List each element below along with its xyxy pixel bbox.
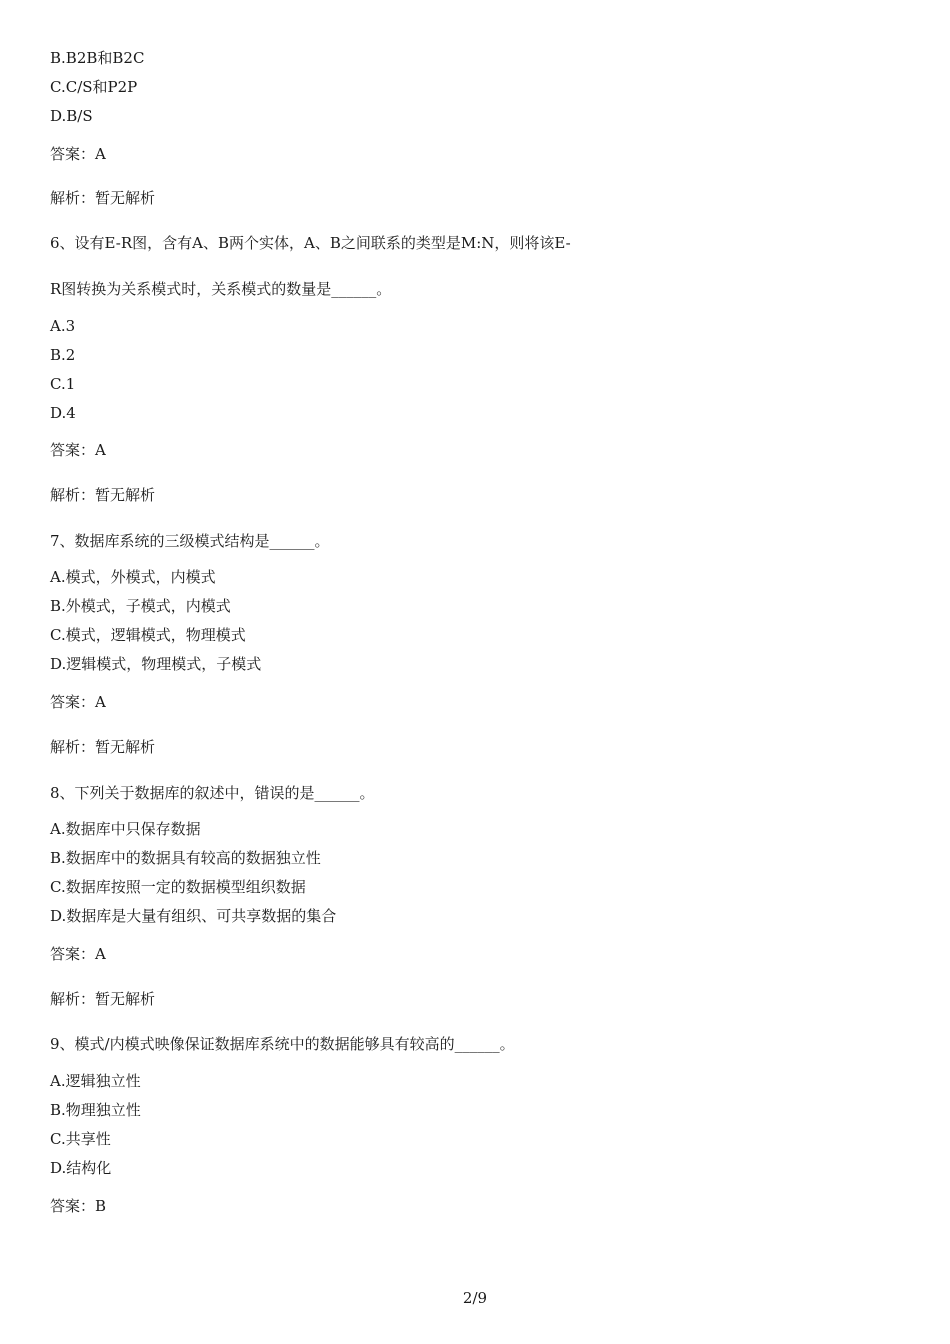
option-d: D.逻辑模式，物理模式，子模式: [50, 655, 262, 673]
analysis-text: 解析：暂无解析: [50, 990, 156, 1008]
question-stem: 7、数据库系统的三级模式结构是______。: [50, 532, 330, 550]
option-b: B.2: [50, 346, 76, 364]
option-c: C.数据库按照一定的数据模型组织数据: [50, 878, 306, 896]
question-stem: 6、设有E-R图，含有A、B两个实体，A、B之间联系的类型是M:N，则将该E-: [50, 234, 571, 252]
option-b: B.物理独立性: [50, 1101, 141, 1119]
answer-text: 答案：A: [50, 441, 106, 459]
option-c: C.1: [50, 375, 76, 393]
answer-text: 答案：A: [50, 693, 106, 711]
question-stem-continued: R图转换为关系模式时，关系模式的数量是______。: [50, 280, 392, 298]
option-c: C.模式，逻辑模式，物理模式: [50, 626, 246, 644]
option-d: D.B/S: [50, 107, 93, 125]
question-stem: 9、模式/内模式映像保证数据库系统中的数据能够具有较高的______。: [50, 1035, 515, 1053]
analysis-text: 解析：暂无解析: [50, 189, 156, 207]
analysis-text: 解析：暂无解析: [50, 738, 156, 756]
page-number: 2/9: [462, 1289, 488, 1307]
option-d: D.数据库是大量有组织、可共享数据的集合: [50, 907, 337, 925]
answer-text: 答案：A: [50, 145, 106, 163]
option-a: A.模式，外模式，内模式: [50, 568, 216, 586]
answer-text: 答案：A: [50, 945, 106, 963]
option-c: C.共享性: [50, 1130, 111, 1148]
option-c: C.C/S和P2P: [50, 78, 138, 96]
option-b: B.数据库中的数据具有较高的数据独立性: [50, 849, 321, 867]
answer-text: 答案：B: [50, 1197, 107, 1215]
analysis-text: 解析：暂无解析: [50, 486, 156, 504]
option-a: A.数据库中只保存数据: [50, 820, 201, 838]
option-a: A.3: [50, 317, 76, 335]
option-d: D.结构化: [50, 1159, 112, 1177]
option-b: B.外模式，子模式，内模式: [50, 597, 231, 615]
option-d: D.4: [50, 404, 76, 422]
option-b: B.B2B和B2C: [50, 49, 145, 67]
option-a: A.逻辑独立性: [50, 1072, 141, 1090]
question-stem: 8、下列关于数据库的叙述中，错误的是______。: [50, 784, 375, 802]
